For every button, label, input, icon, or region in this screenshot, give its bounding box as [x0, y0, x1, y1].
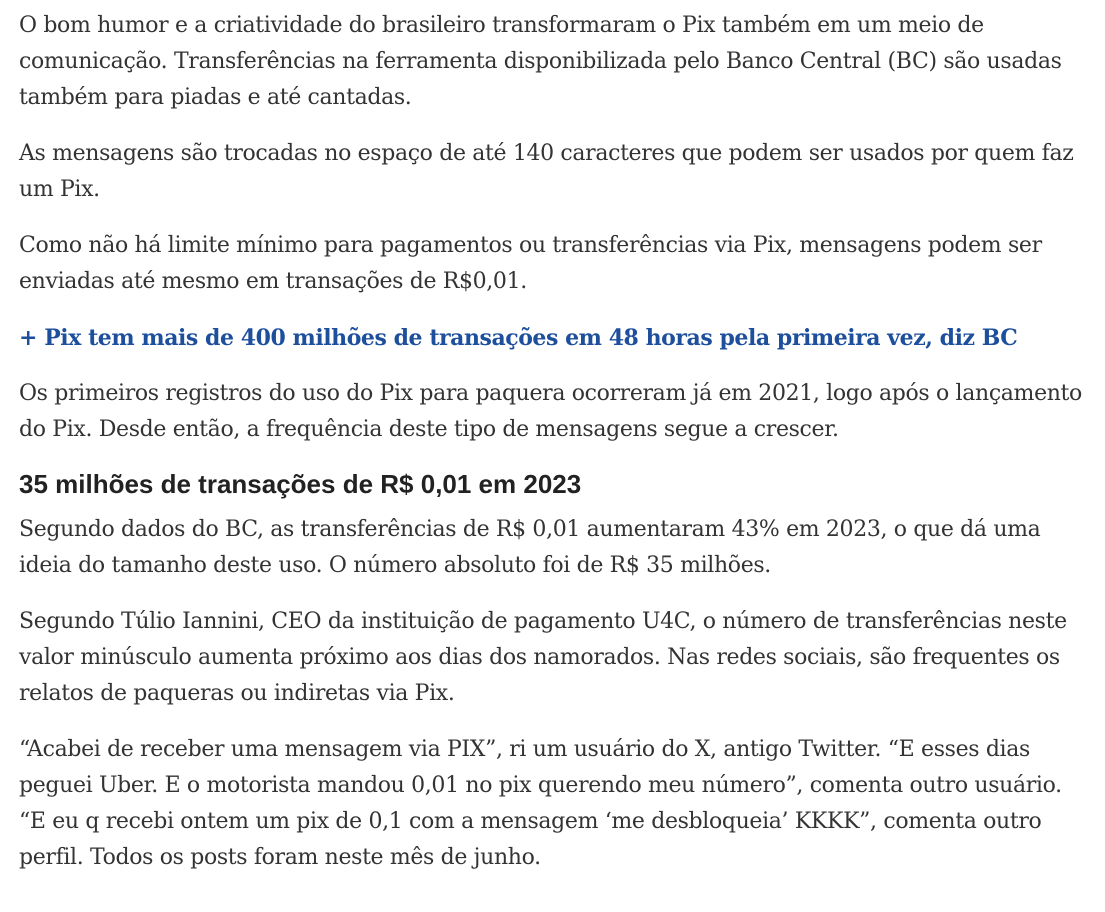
article-paragraph-7: “Acabei de receber uma mensagem via PIX”, ri um usuário do X, antigo Twitter. “E esses dias peguei Uber. E o motorista mandou 0,01 no pix querendo meu número”, comenta outro usuário. “E eu q recebi ontem um pix de 0,1 com a mensagem ‘me desbloqueia’ KKKK”, comenta outro perfil. Todos os posts foram neste mês de junho. — [19, 737, 1062, 870]
article-paragraph-4: Os primeiros registros do uso do Pix para paquera ocorreram já em 2021, logo após o lançamento do Pix. Desde então, a frequência deste tipo de mensagens segue a crescer. — [19, 381, 1082, 442]
related-article-link[interactable]: + Pix tem mais de 400 milhões de transações em 48 horas pela primeira vez, diz BC — [19, 325, 1018, 351]
article-paragraph-1: O bom humor e a criatividade do brasileiro transformaram o Pix também em um meio de comunicação. Transferências na ferramenta disponibilizada pelo Banco Central (BC) são usadas também para piadas e até cantadas. — [19, 13, 1062, 110]
article-paragraph-3: Como não há limite mínimo para pagamentos ou transferências via Pix, mensagens podem ser enviadas até mesmo em transações de R$0,01. — [19, 233, 1042, 294]
article-paragraph-5: Segundo dados do BC, as transferências de R$ 0,01 aumentaram 43% em 2023, o que dá uma ideia do tamanho deste uso. O número absoluto foi de R$ 35 milhões. — [19, 517, 1041, 578]
article-paragraph-2: As mensagens são trocadas no espaço de até 140 caracteres que podem ser usados por quem faz um Pix. — [19, 141, 1074, 202]
section-heading: 35 milhões de transações de R$ 0,01 em 2023 — [19, 469, 582, 499]
article-paragraph-6: Segundo Túlio Iannini, CEO da instituição de pagamento U4C, o número de transferências neste valor minúsculo aumenta próximo aos dias dos namorados. Nas redes sociais, são frequentes os relatos de paqueras ou indiretas via Pix. — [19, 609, 1067, 706]
